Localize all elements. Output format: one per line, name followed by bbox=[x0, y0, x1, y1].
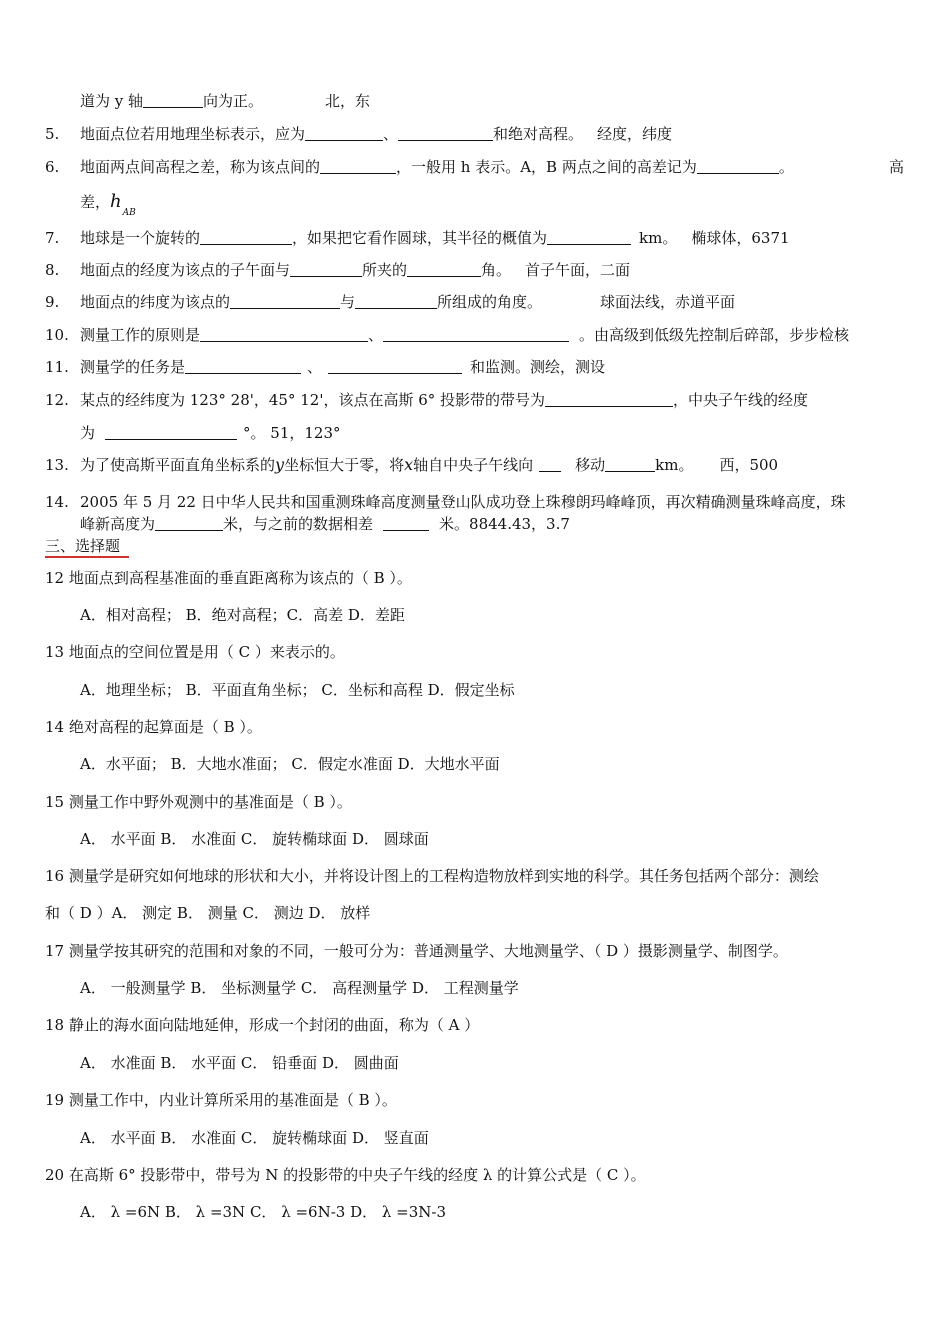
blank bbox=[200, 325, 368, 342]
q11-line: 11. 测量学的任务是 、 和监测。测绘，测设 bbox=[45, 358, 606, 376]
blank bbox=[230, 292, 340, 309]
choice-question: 17 测量学按其研究的范围和对象的不同，一般可分为：普通测量学、大地测量学、（ D ）摄影测量学、制图学。 bbox=[45, 942, 788, 960]
choice-question: 16 测量学是研究如何地球的形状和大小，并将设计图上的工程构造物放样到实地的科学。其任务包括两个部分：测绘 bbox=[45, 867, 819, 885]
blank bbox=[290, 260, 362, 277]
blank bbox=[143, 91, 203, 108]
choice-question: 19 测量工作中，内业计算所采用的基准面是（ B ）。 bbox=[45, 1091, 397, 1109]
choice-options: A． 水平面 B． 水准面 C． 旋转椭球面 D． 圆球面 bbox=[80, 830, 429, 848]
choice-options: A．地理坐标； B．平面直角坐标； C．坐标和高程 D．假定坐标 bbox=[80, 681, 515, 699]
blank bbox=[539, 455, 561, 472]
choice-options: A．相对高程； B．绝对高程；C．高差 D．差距 bbox=[80, 606, 405, 624]
choice-options: A． 一般测量学 B． 坐标测量学 C． 高程测量学 D． 工程测量学 bbox=[80, 979, 519, 997]
choice-options: A． λ =6N B． λ =3N C． λ =6N-3 D． λ =3N-3 bbox=[80, 1203, 447, 1221]
q8-line: 8. 地面点的经度为该点的子午面与 所夹的 角。 首子午面，二面 bbox=[45, 261, 631, 279]
choice-question: 18 静止的海水面向陆地延伸，形成一个封闭的曲面，称为（ A ） bbox=[45, 1016, 480, 1034]
blank bbox=[398, 124, 493, 141]
q4-continuation: 道为 y 轴 向为正。 北，东 bbox=[80, 92, 371, 110]
choice-question: 13 地面点的空间位置是用（ C ）来表示的。 bbox=[45, 643, 345, 661]
blank bbox=[355, 292, 437, 309]
q13-line: 13. 为了使高斯平面直角坐标系的y坐标恒大于零，将x轴自中央子午线向 移动 km。 西，500 bbox=[45, 455, 779, 474]
blank bbox=[407, 260, 481, 277]
blank bbox=[155, 514, 223, 531]
choice-question-cont: 和（ D ）A． 测定 B． 测量 C． 测边 D． 放样 bbox=[45, 904, 371, 922]
q5-line: 5. 地面点位若用地理坐标表示，应为 、 和绝对高程。 经度，纬度 bbox=[45, 125, 673, 143]
q12-line2: 为 °。 51，123° bbox=[80, 424, 341, 442]
choice-question: 12 地面点到高程基准面的垂直距离称为该点的（ B ）。 bbox=[45, 569, 412, 587]
q7-line: 7. 地球是一个旋转的 ，如果把它看作圆球，其半径的概值为 km。 椭球体，6371 bbox=[45, 229, 790, 247]
q6-line2: 差，$h_{AB}$ bbox=[80, 191, 136, 218]
blank bbox=[383, 325, 569, 342]
blank bbox=[305, 124, 383, 141]
choice-options: A． 水准面 B． 水平面 C． 铅垂面 D． 圆曲面 bbox=[80, 1054, 399, 1072]
blank bbox=[605, 455, 655, 472]
q14-line2: 峰新高度为 米，与之前的数据相差 米。8844.43，3.7 bbox=[80, 515, 570, 533]
section-title-underline bbox=[45, 556, 129, 558]
choice-question: 20 在高斯 6° 投影带中，带号为 N 的投影带的中央子午线的经度 λ 的计算公式是（ C ）。 bbox=[45, 1166, 646, 1184]
blank bbox=[697, 157, 779, 174]
choice-options: A．水平面； B．大地水准面； C．假定水准面 D．大地水平面 bbox=[80, 755, 500, 773]
section-title: 三、选择题 bbox=[45, 537, 121, 555]
blank bbox=[185, 357, 301, 374]
choice-question: 15 测量工作中野外观测中的基准面是（ B ）。 bbox=[45, 793, 352, 811]
q6-line: 6. 地面两点间高程之差，称为该点间的 ，一般用 h 表示。A，B 两点之间的高差记为 。 bbox=[45, 158, 794, 176]
blank bbox=[328, 357, 462, 374]
q6-answer-start: 高 bbox=[889, 158, 905, 176]
blank bbox=[320, 157, 396, 174]
q12-line: 12. 某点的经纬度为 123° 28'，45° 12'，该点在高斯 6° 投影带的带号为 ，中央子午线的经度 bbox=[45, 391, 809, 409]
q9-line: 9. 地面点的纬度为该点的 与 所组成的角度。 球面法线，赤道平面 bbox=[45, 293, 736, 311]
blank bbox=[545, 390, 673, 407]
blank bbox=[200, 228, 292, 245]
choice-options: A． 水平面 B． 水准面 C． 旋转椭球面 D． 竖直面 bbox=[80, 1129, 429, 1147]
q10-line: 10. 测量工作的原则是 、 。由高级到低级先控制后碎部，步步检核 bbox=[45, 326, 850, 344]
blank bbox=[383, 514, 429, 531]
choice-question: 14 绝对高程的起算面是（ B ）。 bbox=[45, 718, 262, 736]
blank bbox=[547, 228, 631, 245]
blank bbox=[105, 423, 237, 440]
q14-line: 14. 2005 年 5 月 22 日中华人民共和国重测珠峰高度测量登山队成功登上珠穆朗玛峰峰顶，再次精确测量珠峰高度，珠 bbox=[45, 493, 846, 511]
